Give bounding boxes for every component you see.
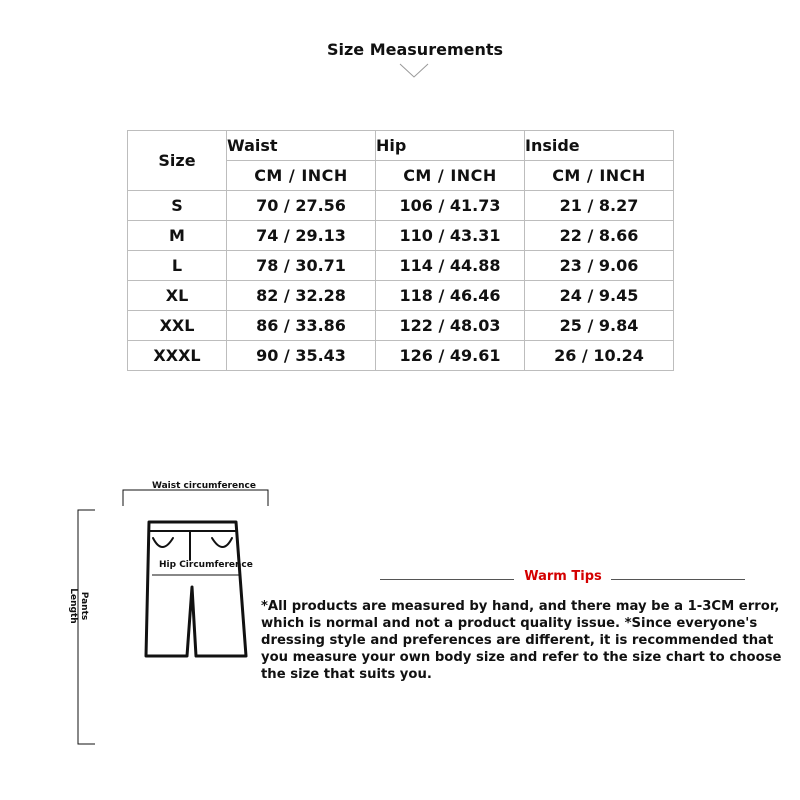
waist-column-header: Waist bbox=[227, 131, 376, 161]
page-title: Size Measurements bbox=[326, 40, 504, 59]
pants-length-line1: Pants bbox=[79, 591, 89, 621]
size-cell: L bbox=[128, 251, 227, 281]
hip-column-header: Hip bbox=[376, 131, 525, 161]
unit-label: CM / INCH bbox=[376, 161, 525, 191]
inside-cell: 22 / 8.66 bbox=[525, 221, 674, 251]
waist-cell: 70 / 27.56 bbox=[227, 191, 376, 221]
waist-cell: 74 / 29.13 bbox=[227, 221, 376, 251]
hip-cell: 118 / 46.46 bbox=[376, 281, 525, 311]
size-column-header: Size bbox=[128, 131, 227, 191]
hip-cell: 122 / 48.03 bbox=[376, 311, 525, 341]
waist-cell: 82 / 32.28 bbox=[227, 281, 376, 311]
inside-column-header: Inside bbox=[525, 131, 674, 161]
pants-icon bbox=[146, 522, 246, 656]
inside-cell: 23 / 9.06 bbox=[525, 251, 674, 281]
hip-cell: 110 / 43.31 bbox=[376, 221, 525, 251]
unit-label: CM / INCH bbox=[227, 161, 376, 191]
waist-bracket bbox=[123, 490, 268, 506]
warm-tips-text: *All products are measured by hand, and there may be a 1-3CM error, which is normal and not a product quality issue. *Since everyone's dressing style and preferences are different, it is recommended that you measure your own body size and refer to the size chart to choose the size that suits you. bbox=[261, 599, 782, 682]
waist-cell: 90 / 35.43 bbox=[227, 341, 376, 371]
inside-cell: 24 / 9.45 bbox=[525, 281, 674, 311]
waist-circumference-label: Waist circumference bbox=[152, 481, 256, 491]
inside-cell: 26 / 10.24 bbox=[525, 341, 674, 371]
size-cell: XL bbox=[128, 281, 227, 311]
inside-cell: 25 / 9.84 bbox=[525, 311, 674, 341]
hip-cell: 106 / 41.73 bbox=[376, 191, 525, 221]
waist-cell: 86 / 33.86 bbox=[227, 311, 376, 341]
inside-cell: 21 / 8.27 bbox=[525, 191, 674, 221]
warm-tips-title: Warm Tips bbox=[524, 569, 602, 584]
pants-length-line2: Length bbox=[68, 588, 78, 624]
waist-cell: 78 / 30.71 bbox=[227, 251, 376, 281]
hip-cell: 114 / 44.88 bbox=[376, 251, 525, 281]
size-cell: XXL bbox=[128, 311, 227, 341]
size-cell: XXXL bbox=[128, 341, 227, 371]
hip-circumference-label: Hip Circumference bbox=[159, 560, 253, 570]
pants-length-label bbox=[67, 576, 89, 636]
tips-divider-right bbox=[611, 579, 745, 580]
unit-label: CM / INCH bbox=[525, 161, 674, 191]
tips-divider-left bbox=[380, 579, 514, 580]
size-cell: S bbox=[128, 191, 227, 221]
hip-cell: 126 / 49.61 bbox=[376, 341, 525, 371]
size-cell: M bbox=[128, 221, 227, 251]
